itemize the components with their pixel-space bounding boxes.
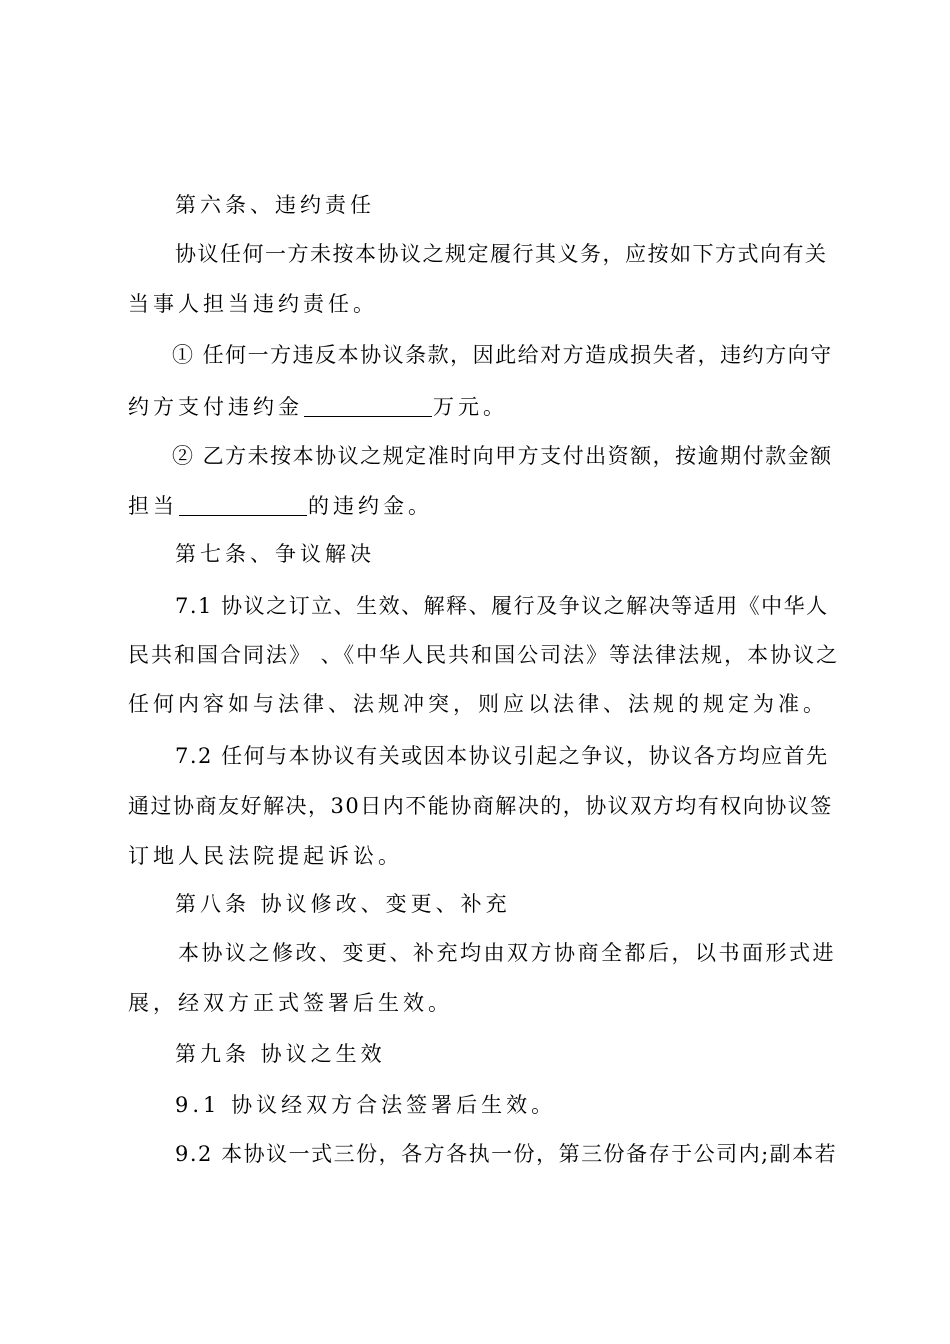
article-6-heading: 第六条、违约责任 — [175, 193, 375, 217]
penalty-rate-blank — [179, 515, 307, 516]
clause-1-text-after-blank: 万元。 — [433, 395, 508, 419]
section-7-2-line: 7.2 任何与本协议有关或因本协议引起之争议，协议各方均应首先 — [175, 744, 829, 768]
penalty-amount-blank — [304, 416, 432, 417]
article-9-heading: 第九条 协议之生效 — [175, 1042, 386, 1066]
article-8-paragraph-line: 本协议之修改、变更、补充均由双方协商全都后，以书面形式进 — [178, 941, 836, 965]
article-7-heading: 第七条、争议解决 — [175, 542, 375, 566]
clause-2-line — [128, 496, 433, 517]
section-7-1-line: 任何内容如与法律、法规冲突，则应以法律、法规的规定为准。 — [128, 692, 828, 716]
section-7-1-line: 民共和国合同法》 、《中华人民共和国公司法》等法律法规，本协议之 — [128, 643, 840, 667]
clause-2-line: ② 乙方未按本协议之规定准时向甲方支付出资额，按逾期付款金额 — [172, 444, 833, 468]
clause-2-text-before-blank: 担当 — [128, 494, 178, 518]
section-7-1-line: 7.1 协议之订立、生效、解释、履行及争议之解决等适用《中华人 — [175, 594, 829, 618]
clause-2-text-after-blank: 的违约金。 — [308, 494, 433, 518]
article-8-heading: 第八条 协议修改、变更、补充 — [175, 892, 511, 916]
article-8-paragraph-line: 展，经双方正式签署后生效。 — [128, 991, 453, 1015]
clause-1-line: ① 任何一方违反本协议条款，因此给对方造成损失者，违约方向守 — [172, 343, 833, 367]
article-6-paragraph-line: 协议任何一方未按本协议之规定履行其义务，应按如下方式向有关 — [175, 242, 828, 266]
article-6-paragraph-line: 当事人担当违约责任。 — [128, 292, 378, 316]
section-7-2-line: 通过协商友好解决，30日内不能协商解决的，协议双方均有权向协议签 — [128, 794, 833, 818]
section-7-2-line: 订地人民法院提起诉讼。 — [128, 844, 403, 868]
section-9-2-line: 9.2 本协议一式三份，各方各执一份，第三份备存于公司内;副本若 — [175, 1142, 838, 1166]
section-9-1-line: 9.1 协议经双方合法签署后生效。 — [175, 1093, 557, 1117]
clause-1-text-before-blank: 约方支付违约金 — [128, 395, 303, 419]
clause-1-line — [128, 397, 508, 418]
